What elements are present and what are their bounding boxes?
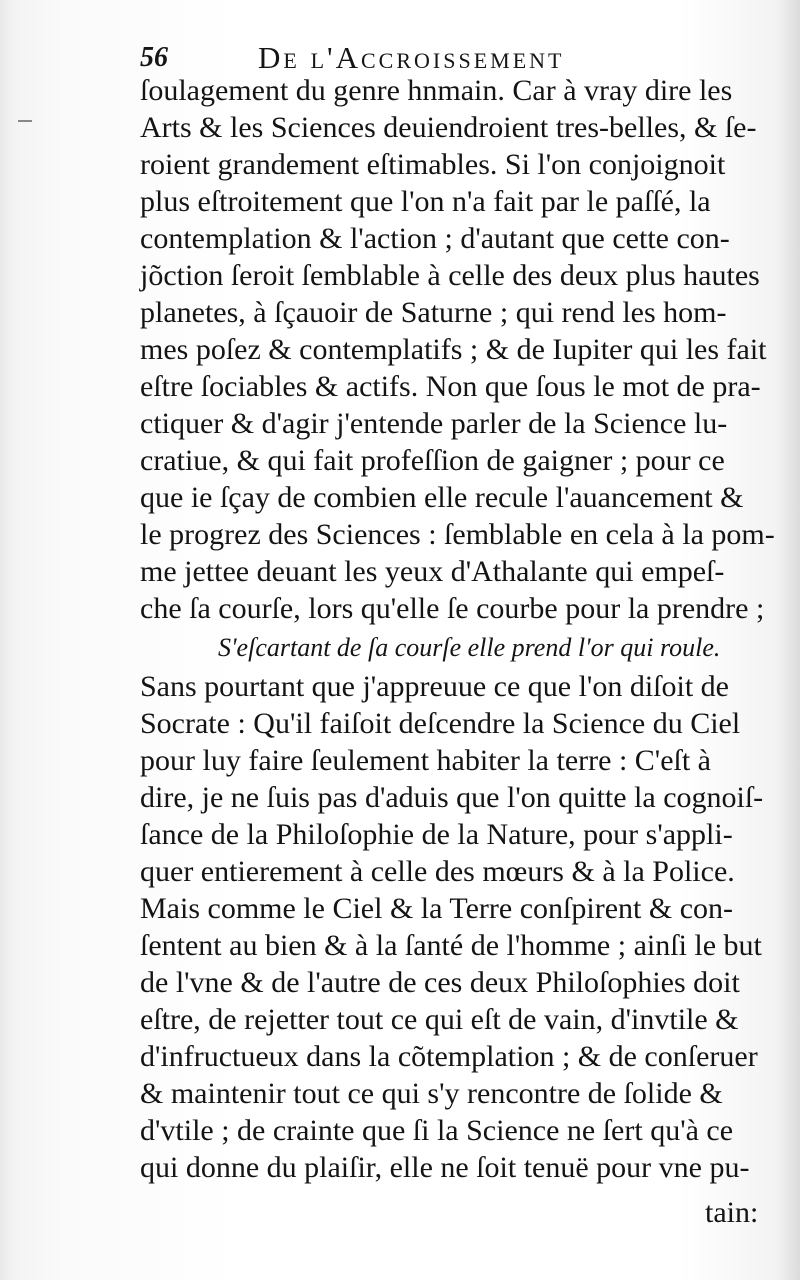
text-line: ctiquer & d'agir j'entende parler de la Science lu- (140, 407, 728, 440)
text-line: dire, je ne ſuis pas d'aduis que l'on quitte la cognoiſ- (140, 781, 764, 814)
text-line: Sans pourtant que j'appreuue ce que l'on diſoit de (140, 670, 729, 703)
text-line: roient grandement eſtimables. Si l'on conjoignoit (140, 148, 726, 181)
text-line: quer entierement à celle des mœurs & à la Police. (140, 855, 735, 888)
text-line: eſtre ſociables & actifs. Non que ſous le mot de pra- (140, 370, 761, 403)
text-line: Socrate : Qu'il faiſoit deſcendre la Science du Ciel (140, 707, 741, 740)
text-line: planetes, à ſçauoir de Saturne ; qui rend les hom- (140, 296, 727, 329)
text-line: cratiue, & qui fait profeſſion de gaigner ; pour ce (140, 444, 725, 477)
text-line: me jettee deuant les yeux d'Athalante qui empeſ- (140, 555, 725, 588)
text-line: che ſa courſe, lors qu'elle ſe courbe pour la prendre ; (140, 592, 765, 625)
text-line: mes poſez & contemplatifs ; & de Iupiter qui les fait (140, 333, 767, 366)
text-line: contemplation & l'action ; d'autant que cette con- (140, 222, 730, 255)
catchword: tain: (705, 1196, 759, 1229)
margin-mark (18, 120, 32, 122)
text-line: Mais comme le Ciel & la Terre conſpirent & con- (140, 892, 733, 925)
text-line: plus eſtroitement que l'on n'a fait par le paſſé, la (140, 185, 711, 218)
text-line: ſentent au bien & à la ſanté de l'homme ; ainſi le but (140, 929, 762, 962)
text-line: & maintenir tout ce qui s'y rencontre de ſolide & (140, 1077, 723, 1110)
text-line: le progrez des Sciences : ſemblable en cela à la pom- (140, 518, 775, 551)
page-number: 56 (140, 42, 168, 73)
running-head: De l'Accroissement (258, 40, 565, 75)
text-line: Arts & les Sciences deuiendroient tres-belles, & ſe- (140, 111, 757, 144)
verse-quotation: S'eſcartant de ſa courſe elle prend l'or qui roule. (218, 633, 721, 662)
text-line: pour luy faire ſeulement habiter la terre : C'eſt à (140, 744, 711, 777)
text-line: qui donne du plaiſir, elle ne ſoit tenuë pour vne pu- (140, 1151, 750, 1184)
text-line: que ie ſçay de combien elle recule l'auancement & (140, 481, 744, 514)
text-line: d'vtile ; de crainte que ſi la Science ne ſert qu'à ce (140, 1114, 734, 1147)
text-line: jõction ſeroit ſemblable à celle des deux plus hautes (140, 259, 760, 292)
text-line: d'infructueux dans la cõtemplation ; & de conſeruer (140, 1040, 758, 1073)
text-line: ſoulagement du genre hnmain. Car à vray dire les (140, 74, 733, 107)
text-line: ſance de la Philoſophie de la Nature, pour s'appli- (140, 818, 733, 851)
text-line: de l'vne & de l'autre de ces deux Philoſophies doit (140, 966, 740, 999)
text-line: eſtre, de rejetter tout ce qui eſt de vain, d'invtile & (140, 1003, 739, 1036)
